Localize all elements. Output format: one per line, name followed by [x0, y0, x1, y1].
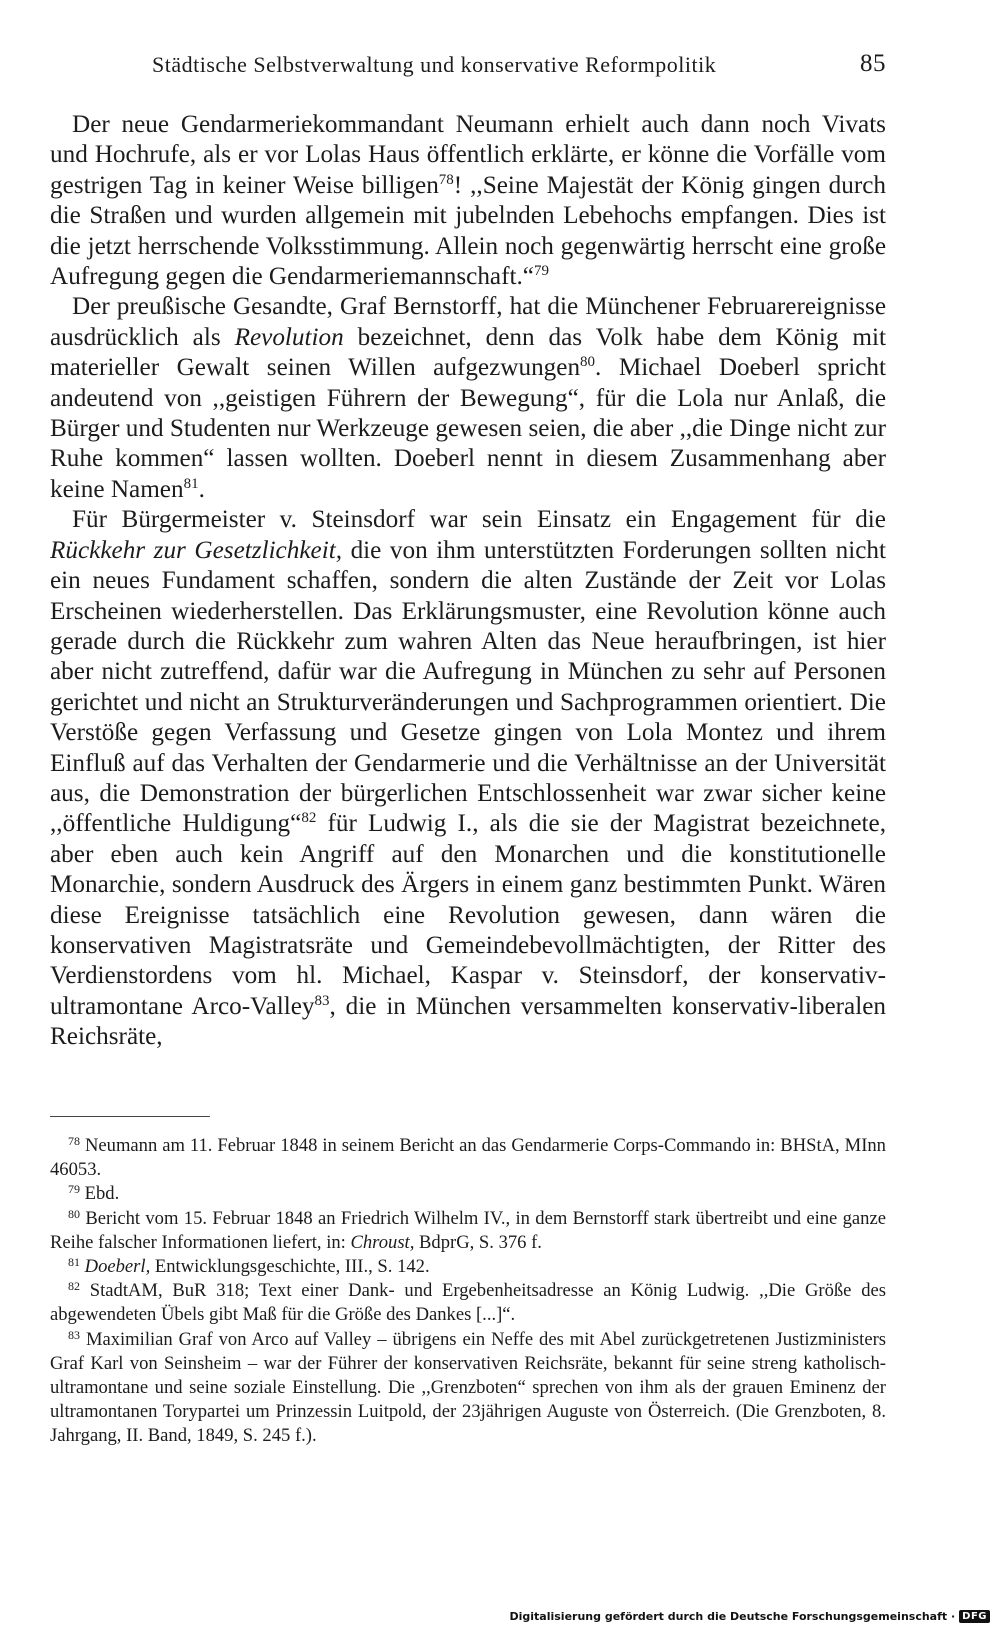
footnotes	[50, 1134, 886, 1449]
footnote-ref-83[interactable]: 83	[314, 992, 330, 1009]
running-header	[152, 52, 886, 86]
footnote-number: 78	[68, 1134, 80, 1148]
paragraph-2	[50, 292, 886, 505]
dfg-logo: DFG	[959, 1610, 990, 1623]
text-run: die von ihm unterstützten Forderungen sollten nicht ein neues Fundament schaffen, sondern die alten Zustände der Zeit vor Lolas Erscheinen wiederherstellen. Das Erklärungsmuster, eine Revolution könne auch gerade durch die Rückkehr zum wahren Alten das Neue heraufbringen, ist hier aber nicht zutreffend, dafür war die Aufregung in München zu sehr auf Personen gerichtet und nicht an Strukturveränderungen und Sachprogrammen orientiert. Die Verstöße gegen Verfassung und Gesetze gingen von Lola Montez und ihrem Einfluß auf das Verhalten der Gendarmerie und die Verhältnisse an der Universität aus, die Demonstration der bürgerlichen Entschlossenheit war zwar sicher keine ,,öffentliche Huldigung“	[50, 536, 886, 838]
footnote-ref-80[interactable]: 80	[580, 354, 596, 371]
footnote-ref-82[interactable]: 82	[301, 810, 317, 827]
footnote-80	[50, 1207, 886, 1255]
footnote-text: BdprG, S. 376 f.	[414, 1231, 542, 1253]
paragraph-3	[50, 505, 886, 1052]
credit-text: Digitalisierung gefördert durch die Deutsche Forschungsgemeinschaft ·	[509, 1609, 956, 1623]
footnote-ref-79[interactable]: 79	[533, 263, 549, 280]
footnote-text: Ebd.	[84, 1183, 120, 1205]
footnote-text: Neumann am 11. Februar 1848 in seinem Bericht an das Gendarmerie Corps-Commando in: BHStA, MInn 46053.	[50, 1135, 886, 1181]
running-title: Städtische Selbstverwaltung und konservative Reformpolitik	[152, 52, 717, 77]
text-run: . Michael Doeberl spricht andeutend von ,,geistigen Führern der Bewegung“, für die Lola nur Anlaß, die Bürger und Studenten nur Werkzeuge gewesen seien, die aber ,,die Dinge nicht zur Ruhe kommen“ lassen wollten. Doeberl nennt in diesem Zusammenhang aber keine Namen	[50, 354, 887, 503]
text-run: Der neue Gendarmeriekommandant Neumann erhielt auch dann noch Vivats und Hochrufe, als er vor Lolas Haus öffentlich erklärte, er könne die Vorfälle vom gestrigen Tag in keiner Weise billigen	[50, 111, 886, 199]
footnote-divider	[50, 1116, 210, 1117]
footnote-number: 80	[68, 1206, 80, 1221]
footnote-81	[50, 1255, 886, 1279]
text-run: , die in München versammelten konservativ-liberalen Reichsräte,	[50, 992, 886, 1051]
author-name: Doeberl,	[84, 1256, 151, 1278]
footnote-82	[50, 1279, 886, 1327]
text-run: bezeichnet, denn das Volk habe dem König mit materieller Gewalt seinen Willen aufgezwungen	[50, 323, 887, 382]
footnote-number: 83	[68, 1327, 80, 1342]
text-run: für Ludwig I., als die sie der Magistrat bezeichnete, aber eben auch kein Angriff auf den Monarchen und die konstitutionelle Monarchie, sondern Ausdruck des Ärgers in einem ganz bestimmten Punkt. Wären diese Ereignisse tatsächlich eine Revolution gewesen, dann wären die konservativen Magistratsräte und Gemeindebevollmächtigten, der Ritter des Verdienstordens vom hl. Michael, Kaspar v. Steinsdorf, der konservativ-ultramontane Arco-Valley	[50, 810, 886, 1020]
footnote-83	[50, 1328, 886, 1449]
text-run: Für Bürgermeister v. Steinsdorf war sein Einsatz ein Engagement für die	[72, 506, 886, 534]
paragraph-1	[50, 110, 886, 292]
text-run: Der preußische Gesandte, Graf Bernstorff, hat die Münchener Februarereignisse ausdrücklich als	[50, 293, 886, 351]
digitization-credit	[509, 1606, 990, 1626]
footnote-text: Entwicklungsgeschichte, III., S. 142.	[150, 1256, 430, 1278]
footnote-ref-78[interactable]: 78	[438, 171, 454, 188]
text-run: .	[198, 475, 205, 503]
author-name: Chroust,	[350, 1231, 415, 1253]
footnote-79	[50, 1182, 886, 1206]
footnote-text: StadtAM, BuR 318; Text einer Dank- und Ergebenheitsadresse an König Ludwig. ,,Die Größe des abgewendeten Übels gibt Maß für die Größe des Dankes [...]“.	[50, 1280, 886, 1326]
footnote-number: 79	[68, 1182, 80, 1197]
footnote-number: 82	[68, 1279, 80, 1294]
footnote-text: Maximilian Graf von Arco auf Valley – übrigens ein Neffe des mit Abel zurückgetretenen Justizministers Graf Karl von Seinsheim – war der Führer der konservativen Reichsräte, bekannt für seine streng katholisch-ultramontane und seine soziale Einstellung. Die ,,Grenzboten“ sprechen von ihm als der grauen Eminenz der ultramontanen Torypartei um Prinzessin Luitpold, der 23jährigen Auguste von Österreich. (Die Grenzboten, 8. Jahrgang, II. Band, 1849, S. 245 f.).	[50, 1328, 886, 1447]
footnote-number: 81	[68, 1255, 80, 1270]
footnote-78	[50, 1134, 886, 1182]
main-text	[50, 110, 886, 1053]
footnote-ref-81[interactable]: 81	[183, 475, 199, 492]
text-run: ! ,,Seine Majestät der König gingen durch die Straßen und wurden allgemein mit jubelnden Lebehochs empfangen. Dies ist die jetzt herrschende Volksstimmung. Allein noch gegenwärtig herrscht eine große Aufregung gegen die Gendarmeriemannschaft.“	[50, 171, 886, 291]
footnote-text: Bericht vom 15. Februar 1848 an Friedrich Wilhelm IV., in dem Bernstorff stark übertreibt und eine ganze Reihe falscher Informationen liefert, in:	[50, 1207, 886, 1253]
page-number: 85	[860, 50, 886, 77]
italic-term: Rückkehr zur Gesetzlichkeit,	[50, 536, 342, 564]
italic-term: Revolution	[234, 323, 344, 351]
